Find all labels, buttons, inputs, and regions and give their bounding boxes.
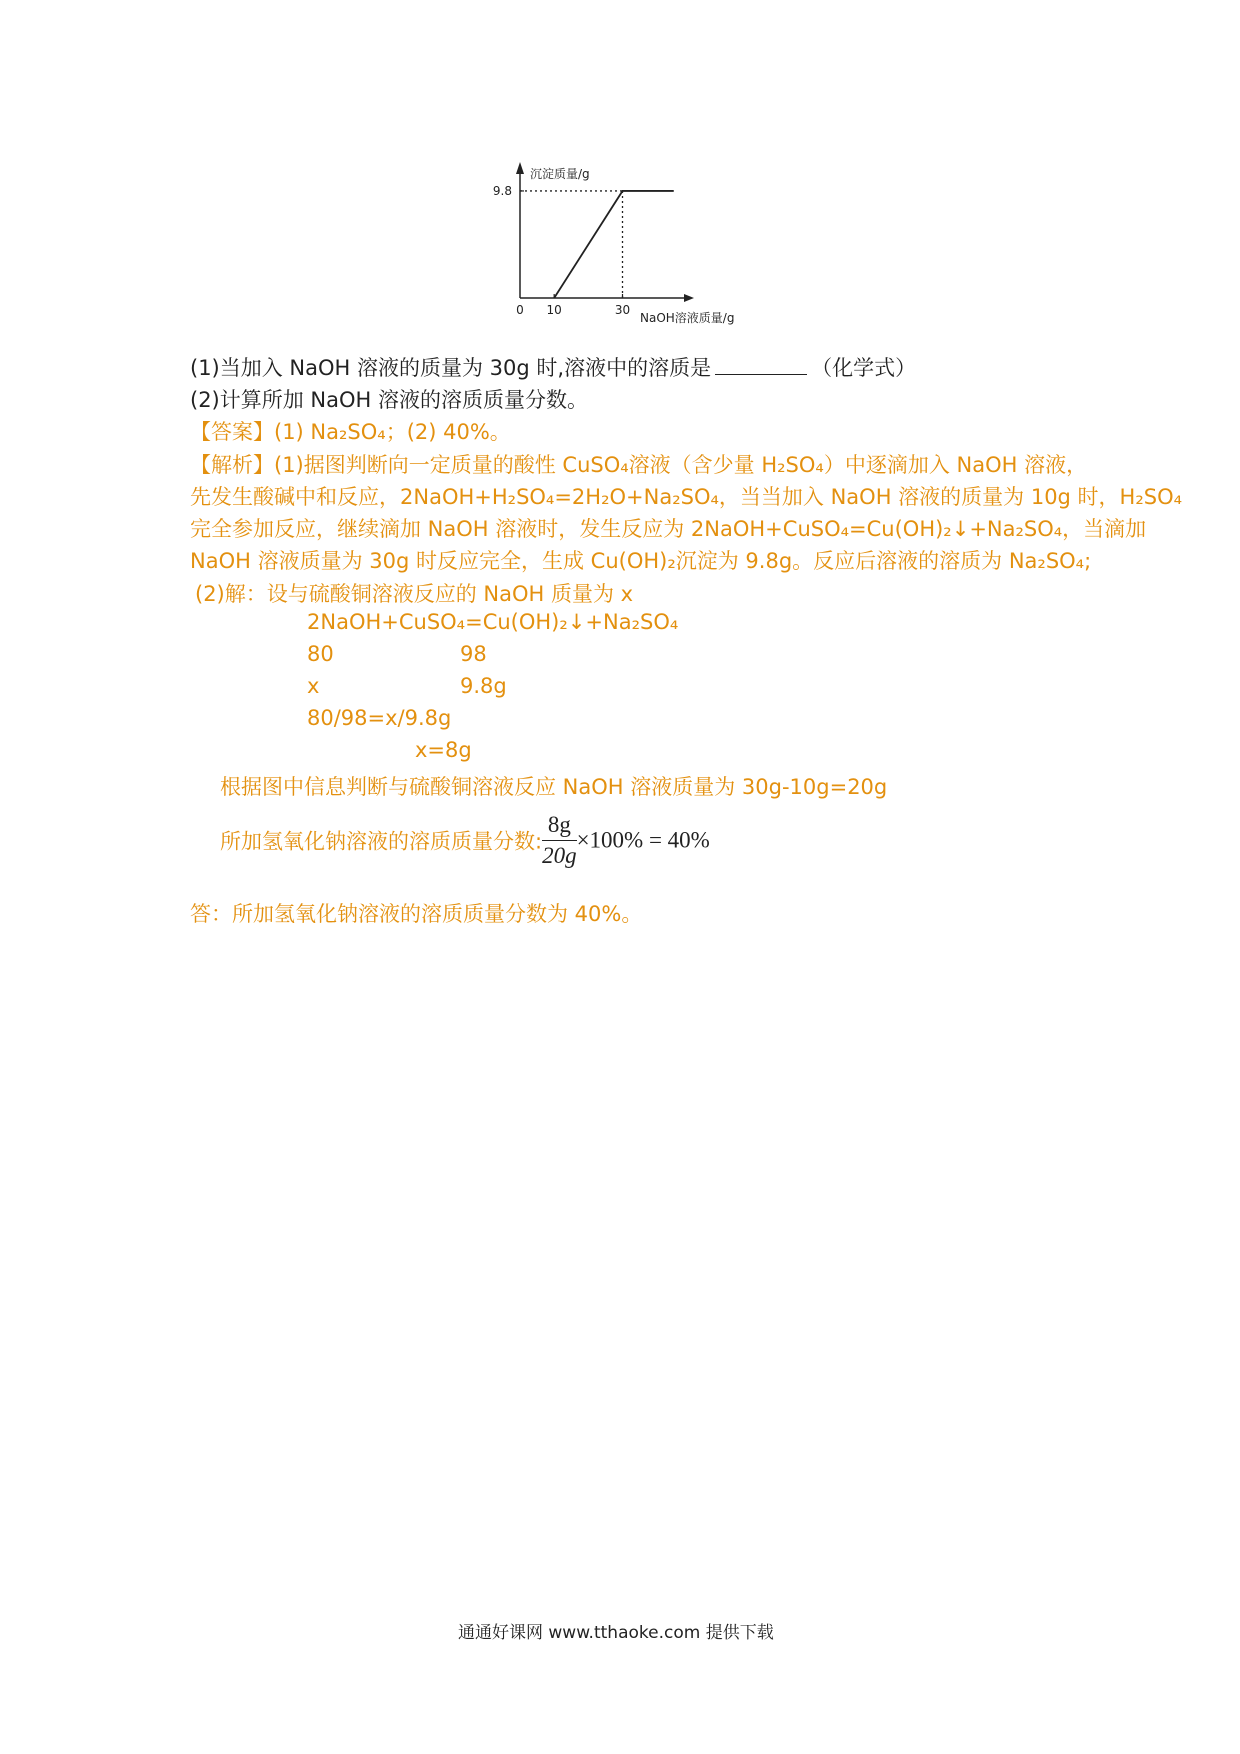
precipitate-mass: 9.8g	[460, 674, 507, 698]
y-axis-label: 沉淀质量/g	[530, 167, 590, 181]
series-line	[554, 191, 674, 298]
analysis-line-1	[190, 449, 1087, 479]
conclusion: 答：所加氢氧化钠溶液的溶质质量分数为 40%。	[190, 902, 643, 926]
answer-blank[interactable]	[715, 356, 807, 375]
x-axis-arrow	[684, 294, 694, 302]
molar-mass-naoh: 80	[307, 642, 334, 666]
analysis-line-1-text: (1)据图判断向一定质量的酸性 CuSO₄溶液（含少量 H₂SO₄）中逐滴加入 NaOH 溶液，	[274, 453, 1088, 477]
fraction-denominator: 20g	[542, 843, 577, 868]
mass-fraction-line	[220, 812, 710, 869]
ratio-equation: 80/98=x/9.8g	[307, 706, 452, 730]
analysis-label: 【解析】	[190, 453, 274, 477]
answer-content: (1) Na₂SO₄；(2) 40%。	[274, 420, 511, 444]
x-tick-label: 0	[516, 303, 524, 317]
question-1-suffix: （化学式）	[811, 356, 917, 380]
fraction	[542, 812, 577, 869]
analysis-line-4: NaOH 溶液质量为 30g 时反应完全，生成 Cu(OH)₂沉淀为 9.8g。反应后溶液的溶质为 Na₂SO₄;	[190, 549, 1092, 573]
analysis-line-3: 完全参加反应，继续滴加 NaOH 溶液时，发生反应为 2NaOH+CuSO₄=Cu(OH)₂↓+Na₂SO₄，当滴加	[190, 517, 1147, 541]
naoh-solution-mass: 根据图中信息判断与硫酸铜溶液反应 NaOH 溶液质量为 30g-10g=20g	[220, 775, 888, 799]
question-1-text: (1)当加入 NaOH 溶液的质量为 30g 时,溶液中的溶质是	[190, 356, 712, 380]
unknown-x: x	[307, 674, 320, 698]
answer-label: 【答案】	[190, 420, 274, 444]
analysis-line-5: (2)解：设与硫酸铜溶液反应的 NaOH 质量为 x	[195, 582, 634, 606]
y-axis-arrow	[516, 162, 524, 174]
fraction-tail: ×100% = 40%	[576, 827, 710, 853]
fraction-numerator: 8g	[542, 812, 577, 841]
x-tick-label: 10	[546, 303, 562, 317]
precipitate-chart	[480, 150, 770, 335]
question-2: (2)计算所加 NaOH 溶液的溶质质量分数。	[190, 388, 588, 412]
answer-line	[190, 416, 511, 446]
molar-mass-cuoh2: 98	[460, 642, 487, 666]
y-tick-label: 9.8	[492, 183, 512, 198]
question-1	[190, 352, 916, 382]
x-tick-label: 30	[614, 303, 631, 317]
mass-fraction-label: 所加氢氧化钠溶液的溶质质量分数:	[220, 829, 543, 854]
x-result: x=8g	[415, 738, 472, 762]
analysis-line-2: 先发生酸碱中和反应，2NaOH+H₂SO₄=2H₂O+Na₂SO₄，当当加入 NaOH 溶液的质量为 10g 时，H₂SO₄	[190, 485, 1183, 509]
x-axis-label: NaOH溶液质量/g	[640, 311, 735, 325]
footer-text: 通通好课网 www.tthaoke.com 提供下载	[458, 1623, 774, 1643]
reaction-equation: 2NaOH+CuSO₄=Cu(OH)₂↓+Na₂SO₄	[307, 610, 679, 634]
